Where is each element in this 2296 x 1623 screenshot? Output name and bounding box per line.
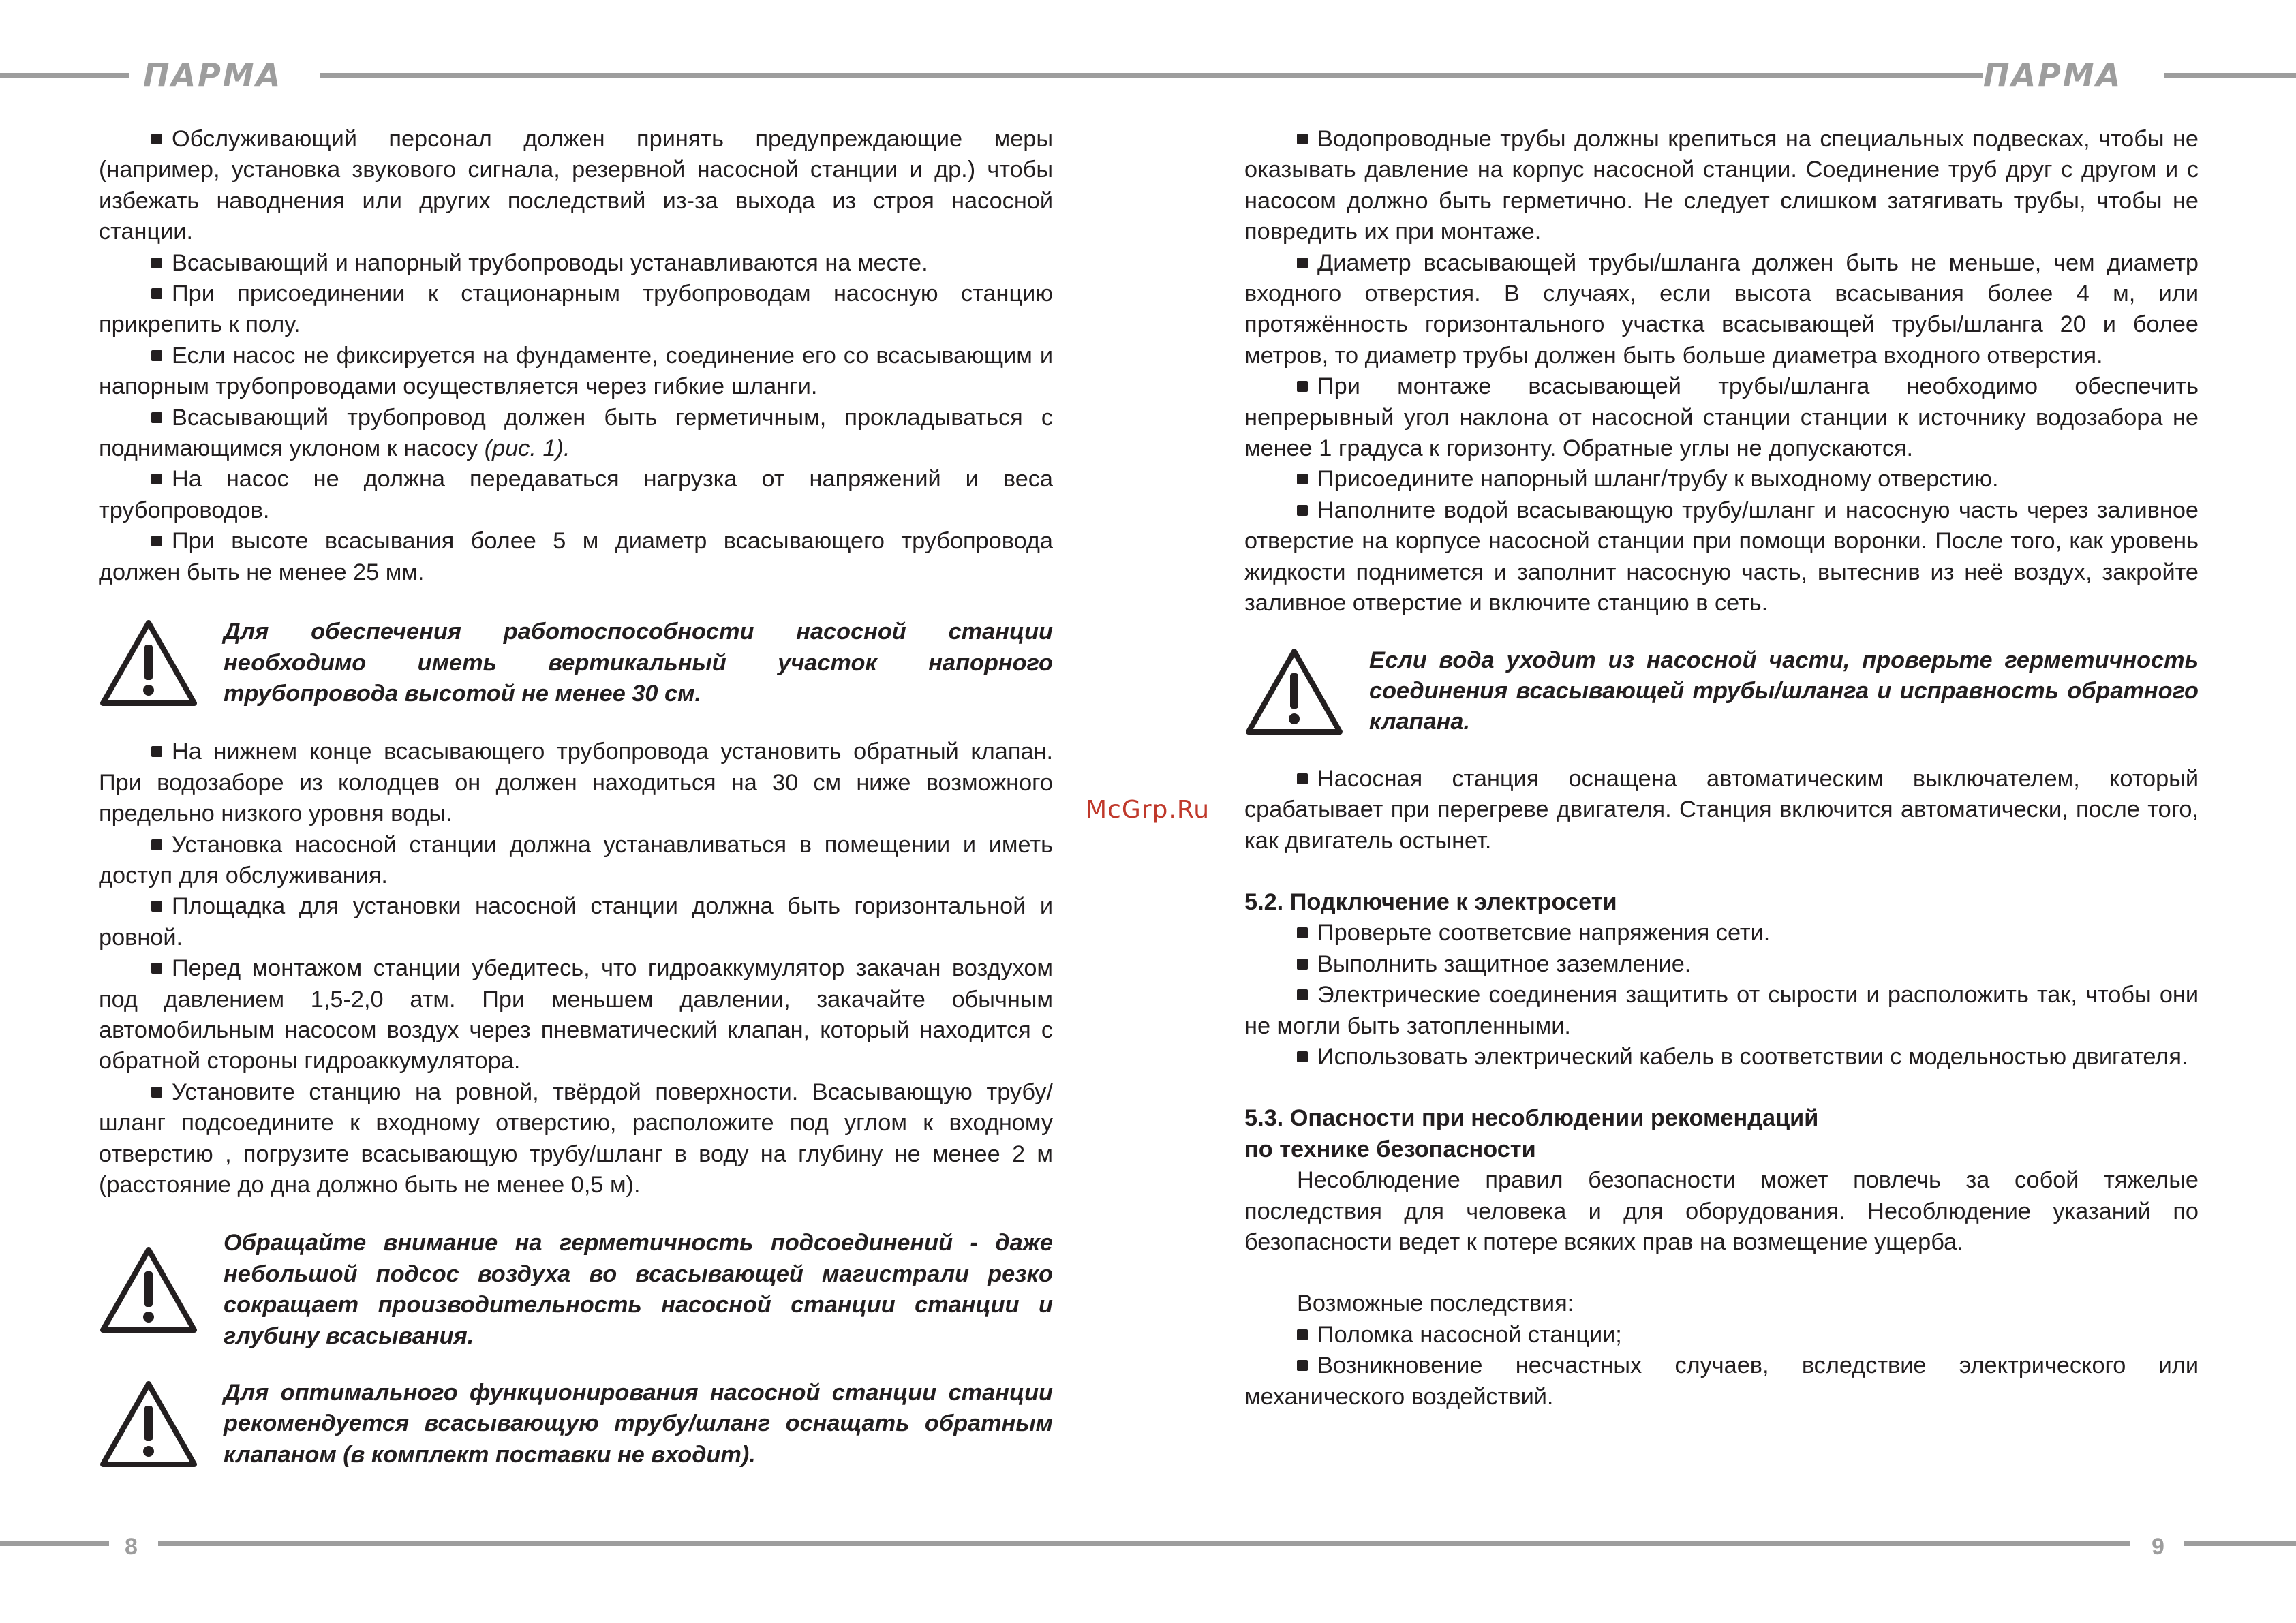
bullet-icon [1297, 134, 1308, 144]
page-number-left: 8 [125, 1534, 138, 1560]
bullet-icon [1297, 505, 1308, 516]
paragraph: Наполните водой всасывающую трубу/шланг и насосную часть через заливное отверстие на корпусе насосной станции при помощи воронки. После того, как уровень жидкости поднимется и заполнит насосную часть, вытеснив из неё воздух, закройте заливное отверстие и включите станцию в сеть. [1244, 497, 2199, 617]
paragraph: При высоте всасывания более 5 м диаметр всасывающего трубопровода должен быть не менее 25 мм. [99, 528, 1053, 585]
paragraph: Поломка насосной станции; [1244, 1320, 2199, 1350]
warning-block [1244, 645, 2199, 738]
paragraph: Водопроводные трубы должны крепиться на специальных подвесках, чтобы не оказывать давление на корпус насосной станции. Соединение труб друг с другом и с насосом должно быть герметично. Не следует слишком затягивать трубы, чтобы не повредить их при монтаже. [1244, 126, 2199, 245]
page-9-column [1244, 124, 2199, 1412]
bullet-icon [151, 288, 162, 299]
paragraph: Использовать электрический кабель в соответствии с модельностью двигателя. [1244, 1042, 2199, 1072]
bullet-icon [151, 1087, 162, 1098]
warning-text: Если вода уходит из насосной части, проверьте герметичность соединения всасывающей трубы/шланга и исправность обратного клапана. [1369, 647, 2199, 735]
warning-block [99, 617, 1053, 709]
warning-triangle-icon [1244, 645, 1369, 738]
bullet-icon [151, 412, 162, 423]
paragraph: Всасывающий трубопровод должен быть герметичным, прокладываться с поднимающимся уклоном к насосу (рис. 1). [99, 404, 1053, 462]
paragraph: На насос не должна передаваться нагрузка от напряжений и веса трубопроводов. [99, 466, 1053, 523]
footer-rule-left [0, 1541, 109, 1546]
warning-triangle-icon [99, 1243, 224, 1336]
warning-text: Для обеспечения работоспособности насосной станции необходимо иметь вертикальный участок напорного трубопровода высотой не менее 30 см. [224, 619, 1053, 707]
paragraph: На нижнем конце всасывающего трубопровода установить обратный клапан. При водозаборе из колодцев он должен находиться на 30 см ниже возможного предельно низкого уровня воды. [99, 739, 1053, 827]
bullet-icon [1297, 989, 1308, 1000]
paragraph: Площадка для установки насосной станции должна быть горизонтальной и ровной. [99, 893, 1053, 950]
bullet-icon [1297, 927, 1308, 938]
paragraph: Несоблюдение правил безопасности может повлечь за собой тяжелые последствия для человека и для оборудования. Несоблюдение указаний по безопасности ведет к потере всяких прав на возмещение ущерба. [1244, 1167, 2199, 1255]
paragraph: Насосная станция оснащена автоматическим выключателем, который срабатывает при перегреве двигателя. Станция включится автоматически, после того, как двигатель остынет. [1244, 765, 2199, 854]
footer-rule-center [158, 1541, 2130, 1546]
paragraph: Электрические соединения защитить от сырости и расположить так, чтобы они не могли быть затопленными. [1244, 982, 2199, 1039]
figure-reference: (рис. 1). [484, 435, 570, 462]
bullet-icon [1297, 381, 1308, 392]
section-heading-5-2: 5.2. Подключение к электросети [1244, 888, 1617, 915]
warning-block [99, 1378, 1053, 1470]
bullet-icon [151, 134, 162, 144]
paragraph: При присоединении к стационарным трубопроводам насосную станцию прикрепить к полу. [99, 281, 1053, 338]
brand-logo-left: ПАРМА [143, 57, 283, 93]
bullet-icon [1297, 474, 1308, 484]
paragraph: Выполнить защитное заземление. [1244, 949, 2199, 980]
paragraph: Установите станцию на ровной, твёрдой поверхности. Всасывающую трубу/шланг подсоедините к входному отверстию, расположите под углом к входному отверстию , погрузите всасывающую трубу/шланг в воду на глубину не менее 2 м (расстояние до дна должно быть не менее 0,5 м). [99, 1079, 1053, 1198]
bullet-icon [1297, 773, 1308, 784]
paragraph: Возможные последствия: [1297, 1290, 1574, 1317]
warning-block [99, 1228, 1053, 1352]
paragraph: Если насос не фиксируется на фундаменте, соединение его со всасывающим и напорным трубопроводами осуществляется через гибкие шланги. [99, 342, 1053, 400]
page-8-column [99, 124, 1053, 1470]
paragraph: Перед монтажом станции убедитесь, что гидроаккумулятор закачан воздухом под давлением 1,5-2,0 атм. При меньшем давлении, закачайте обычным автомобильным насосом воздух через пневматический клапан, который находится с обратной стороны гидроаккумулятора. [99, 955, 1053, 1075]
brand-logo-right: ПАРМА [1983, 57, 2123, 93]
bullet-icon [1297, 1051, 1308, 1062]
warning-triangle-icon [99, 1378, 224, 1470]
bullet-icon [1297, 959, 1308, 970]
bullet-icon [151, 901, 162, 912]
bullet-icon [1297, 1329, 1308, 1340]
watermark-text: McGrp.Ru [1086, 796, 1210, 824]
paragraph: Всасывающий и напорный трубопроводы устанавливаются на месте. [99, 248, 1053, 279]
paragraph: Диаметр всасывающей трубы/шланга должен быть не меньше, чем диаметр входного отверстия. В случаях, если высота всасывания более 4 м, или протяжённость горизонтального участка всасывающей трубы/шланга 20 и более метров, то диаметр трубы должен быть больше диаметра входного отверстия. [1244, 249, 2199, 369]
bullet-icon [151, 258, 162, 268]
warning-triangle-icon [99, 617, 224, 709]
paragraph: Проверьте соответсвие напряжения сети. [1244, 918, 2199, 948]
bullet-icon [151, 746, 162, 757]
paragraph: Обслуживающий персонал должен принять предупреждающие меры (например, установка звукового сигнала, резервной насосной станции и др.) чтобы избежать наводнения или других последствий из-за выхода из строя насосной станции. [99, 126, 1053, 245]
paragraph: Присоедините напорный шланг/трубу к выходному отверстию. [1244, 464, 2199, 495]
section-heading-5-3: 5.3. Опасности при несоблюдении рекомендаций по технике безопасности [1244, 1105, 1819, 1162]
paragraph: При монтаже всасывающей трубы/шланга необходимо обеспечить непрерывный угол наклона от насосной станции станции к источнику водозабора не менее 1 градуса к горизонту. Обратные углы не допускаются. [1244, 373, 2199, 462]
bullet-icon [151, 350, 162, 361]
bullet-icon [151, 474, 162, 484]
warning-text: Обращайте внимание на герметичность подсоединений - даже небольшой подсос воздуха во всасывающей магистрали резко сокращает производительность насосной станции станции и глубину всасывания. [224, 1230, 1053, 1349]
bullet-icon [1297, 1360, 1308, 1371]
paragraph: Возникновение несчастных случаев, вследствие электрического или механического воздействий. [1244, 1352, 2199, 1410]
page-number-right: 9 [2152, 1534, 2164, 1560]
bullet-icon [151, 839, 162, 850]
bullet-icon [1297, 258, 1308, 268]
bullet-icon [151, 536, 162, 546]
header-rule-left [0, 73, 129, 78]
warning-text: Для оптимального функционирования насосной станции станции рекомендуется всасывающую трубу/шланг оснащать обратным клапаном (в комплект поставки не входит). [224, 1380, 1053, 1468]
header-rule-right [2164, 73, 2296, 78]
header-rule-center [320, 73, 1983, 78]
paragraph: Установка насосной станции должна устанавливаться в помещении и иметь доступ для обслуживания. [99, 831, 1053, 888]
bullet-icon [151, 963, 162, 974]
footer-rule-right [2184, 1541, 2296, 1546]
